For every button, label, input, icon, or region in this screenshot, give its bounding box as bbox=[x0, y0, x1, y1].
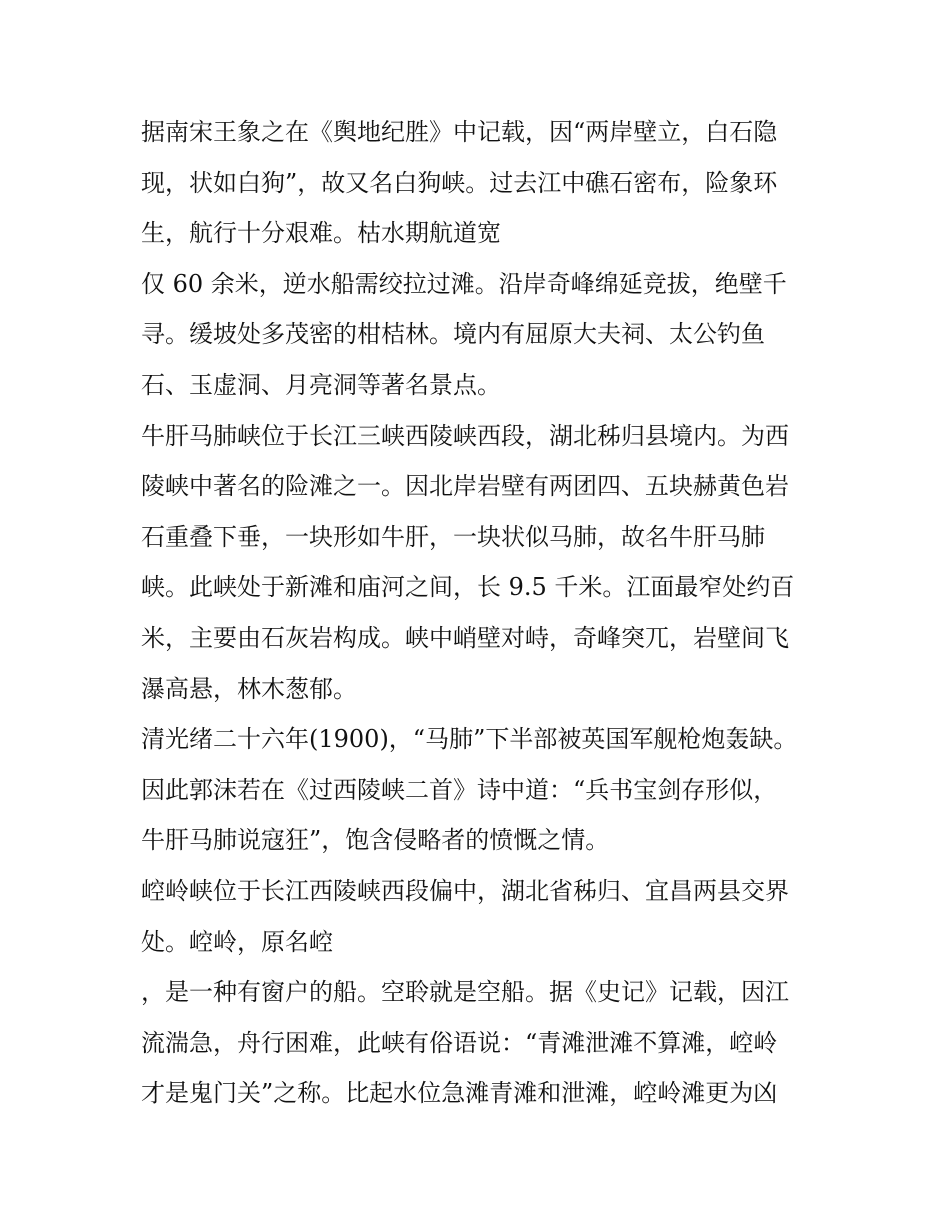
text-line: 据南宋王象之在《舆地纪胜》中记载，因“两岸壁立，白石隐 bbox=[141, 118, 778, 146]
text-line: 陵峡中著名的险滩之一。因北岸岩壁有两团四、五块赫黄色岩 bbox=[141, 472, 789, 501]
text-line: ，是一种有窗户的船。空聆就是空船。据《史记》记载，因江 bbox=[141, 978, 789, 1007]
text-line: 石、玉虚洞、月亮洞等著名景点。 bbox=[141, 370, 501, 399]
text-line: 瀑高悬，林木葱郁。 bbox=[141, 674, 357, 703]
text-line: 石重叠下垂，一块形如牛肝，一块状似马肺，故名牛肝马肺 bbox=[141, 522, 765, 551]
text-line: 牛肝马肺说寇狂”，饱含侵略者的愤慨之情。 bbox=[141, 826, 610, 855]
body-text bbox=[141, 107, 821, 1119]
text-line: 现，状如白狗”，故又名白狗峡。过去江中礁石密布，险象环 bbox=[141, 168, 778, 197]
text-line: 米，主要由石灰岩构成。峡中峭壁对峙，奇峰突兀，岩壁间飞 bbox=[141, 623, 789, 652]
text-line: 处。崆岭，原名崆 bbox=[141, 927, 333, 956]
text-line: 才是鬼门关”之称。比起水位急滩青滩和泄滩，崆岭滩更为凶 bbox=[141, 1079, 778, 1108]
text-line: 流湍急，舟行困难，此峡有俗语说：“青滩泄滩不算滩，崆岭 bbox=[141, 1028, 778, 1057]
text-line: 仅 60 余米，逆水船需绞拉过滩。沿岸奇峰绵延竞拔，绝壁千 bbox=[141, 269, 787, 298]
text-line: 牛肝马肺峡位于长江三峡西陵峡西段，湖北秭归县境内。为西 bbox=[141, 421, 789, 450]
text-line: 因此郭沫若在《过西陵峡二首》诗中道：“兵书宝剑存形似， bbox=[141, 775, 778, 804]
text-line: 峡。此峡处于新滩和庙河之间，长 9.5 千米。江面最窄处约百 bbox=[141, 573, 795, 602]
text-line: 寻。缓坡处多茂密的柑桔林。境内有屈原大夫祠、太公钓鱼 bbox=[141, 320, 765, 349]
text-line: 崆岭峡位于长江西陵峡西段偏中，湖北省秭归、宜昌两县交界 bbox=[141, 876, 789, 905]
text-line: 清光绪二十六年(1900)，“马肺”下半部被英国军舰枪炮轰缺。 bbox=[141, 725, 798, 754]
text-line: 生，航行十分艰难。枯水期航道宽 bbox=[141, 219, 501, 248]
